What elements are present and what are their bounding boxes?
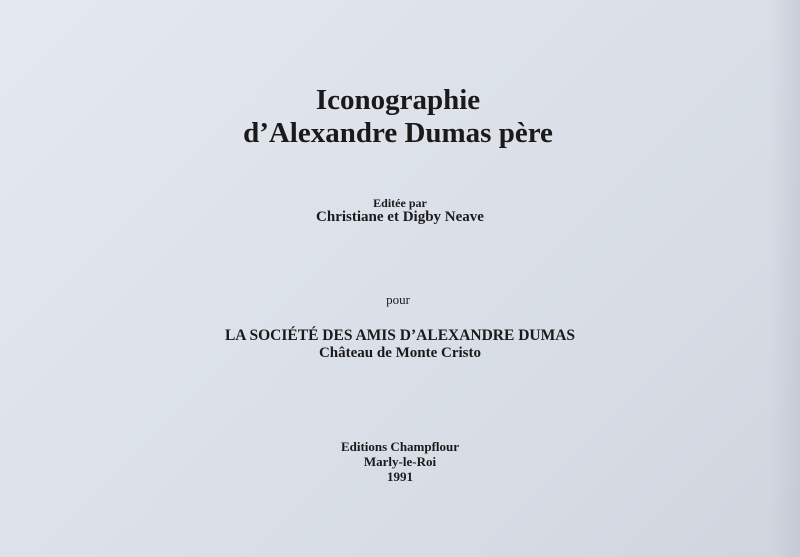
society-place: Château de Monte Cristo [318, 345, 482, 361]
society-name: LA SOCIÉTÉ DES AMIS D’ALEXANDRE DUMAS [224, 327, 576, 344]
publisher-city: Marly-le-Roi [363, 454, 437, 469]
publication-year: 1991 [387, 469, 413, 484]
book-title-line-1: Iconographie [315, 84, 481, 116]
edited-by-label: Editée par [373, 196, 427, 210]
pour-label: pour [386, 292, 410, 307]
book-title-line-2: d’Alexandre Dumas père [243, 117, 553, 149]
editor-names: Christiane et Digby Neave [316, 209, 484, 225]
publisher-name: Editions Champflour [340, 439, 460, 454]
